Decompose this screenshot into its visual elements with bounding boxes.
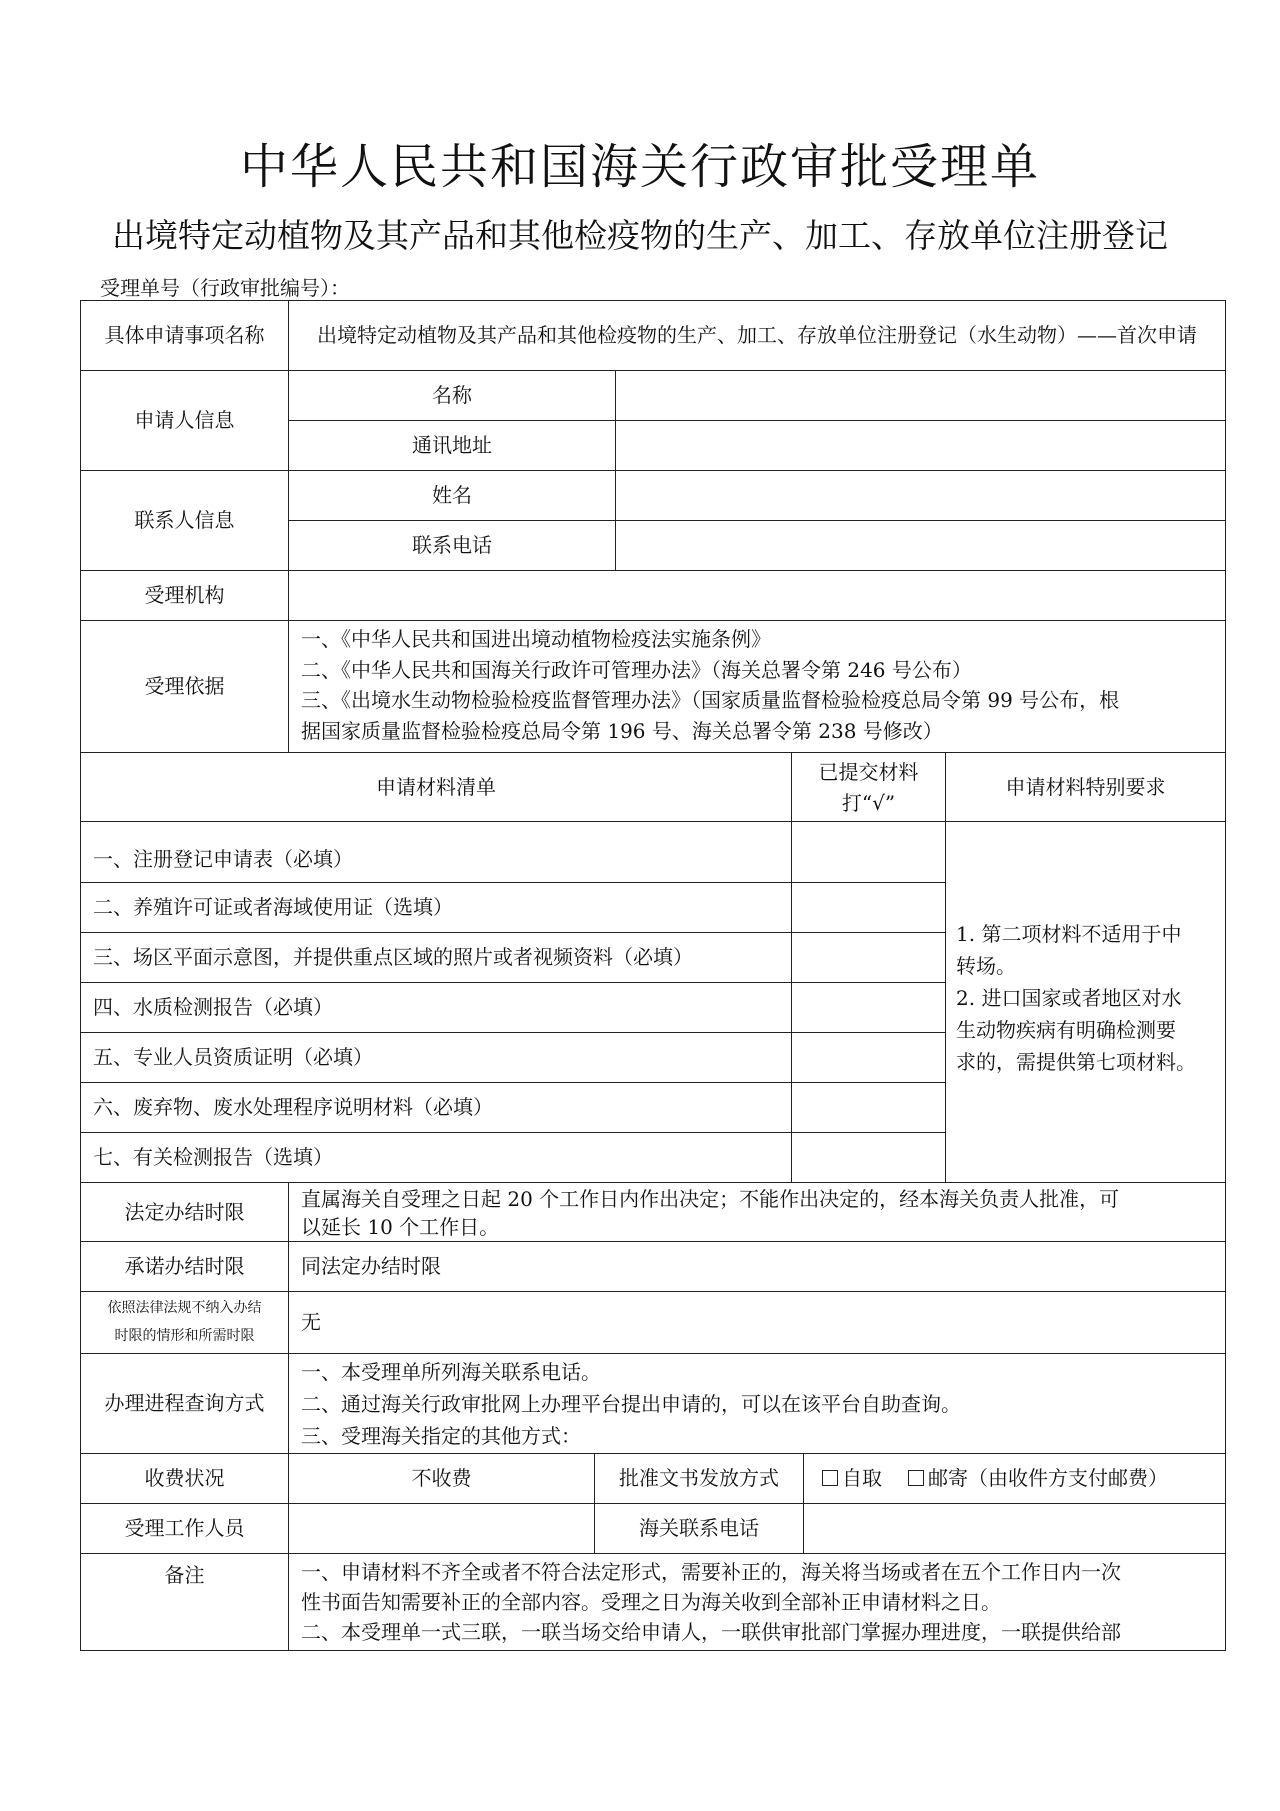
- progress-line: 三、受理海关指定的其他方式：: [301, 1424, 581, 1448]
- submitted-header-line: 已提交材料: [818, 760, 919, 784]
- applicant-address-field[interactable]: [615, 420, 1226, 471]
- delivery-method-label: 批准文书发放方式: [594, 1453, 804, 1504]
- statutory-line: 直属海关自受理之日起 20 个工作日内作出决定；不能作出决定的，经本海关负责人批准，可: [301, 1187, 1120, 1211]
- material-item-4: 四、水质检测报告（必填）: [80, 982, 792, 1033]
- material-checkbox-1[interactable]: [791, 821, 946, 883]
- progress-query-label: 办理进程查询方式: [80, 1353, 289, 1454]
- material-checkbox-5[interactable]: [791, 1032, 946, 1083]
- promised-deadline-value: 同法定办结时限: [288, 1241, 1226, 1292]
- applicant-info-label: 申请人信息: [80, 370, 289, 471]
- item-name-value: 出境特定动植物及其产品和其他检疫物的生产、加工、存放单位注册登记（水生动物）——首次申请: [288, 300, 1226, 371]
- remarks-line: 二、本受理单一式三联，一联当场交给申请人，一联供审批部门掌握办理进度，一联提供给部: [301, 1620, 1121, 1644]
- statutory-deadline-label: 法定办结时限: [80, 1182, 289, 1242]
- requirement-line: 生动物疾病有明确检测要: [956, 1018, 1176, 1042]
- material-item-7: 七、有关检测报告（选填）: [80, 1132, 792, 1183]
- statutory-deadline-text: [288, 1182, 1226, 1242]
- self-pickup-option[interactable]: [822, 1463, 882, 1494]
- basis-text: [288, 620, 1226, 753]
- contact-info-label: 联系人信息: [80, 470, 289, 571]
- contact-phone-field[interactable]: [615, 520, 1226, 571]
- contact-phone-label: 联系电话: [288, 520, 616, 571]
- requirement-line: 2. 进口国家或者地区对水: [956, 986, 1182, 1010]
- staff-field[interactable]: [288, 1503, 595, 1554]
- delivery-options: [803, 1453, 1226, 1504]
- material-checkbox-4[interactable]: [791, 982, 946, 1033]
- applicant-name-field[interactable]: [615, 370, 1226, 421]
- excluded-time-label: [80, 1291, 289, 1354]
- applicant-address-label: 通讯地址: [288, 420, 616, 471]
- requirement-line: 1. 第二项材料不适用于中: [956, 922, 1182, 946]
- material-item-6: 六、废弃物、废水处理程序说明材料（必填）: [80, 1082, 792, 1133]
- staff-label: 受理工作人员: [80, 1503, 289, 1554]
- mail-label: 邮寄（由收件方支付邮费）: [928, 1466, 1168, 1490]
- progress-line: 二、通过海关行政审批网上办理平台提出申请的，可以在该平台自助查询。: [301, 1392, 961, 1416]
- statutory-line: 以延长 10 个工作日。: [301, 1215, 500, 1239]
- remarks-line: 一、申请材料不齐全或者不符合法定形式，需要补正的，海关将当场或者在五个工作日内一次: [301, 1560, 1121, 1584]
- contact-name-field[interactable]: [615, 470, 1226, 521]
- requirements-text: [945, 821, 1226, 1183]
- agency-label: 受理机构: [80, 570, 289, 621]
- page-title: 中华人民共和国海关行政审批受理单: [239, 139, 1040, 195]
- contact-name-label: 姓名: [288, 470, 616, 521]
- material-checkbox-7[interactable]: [791, 1132, 946, 1183]
- mail-option[interactable]: [908, 1463, 1168, 1494]
- progress-line: 一、本受理单所列海关联系电话。: [301, 1360, 601, 1384]
- basis-line: 一、《中华人民共和国进出境动植物检疫法实施条例》: [301, 627, 771, 651]
- requirement-line: 求的，需提供第七项材料。: [956, 1050, 1196, 1074]
- applicant-name-label: 名称: [288, 370, 616, 421]
- excluded-time-value: 无: [288, 1291, 1226, 1354]
- customs-phone-field[interactable]: [803, 1503, 1226, 1554]
- basis-line: 二、《中华人民共和国海关行政许可管理办法》（海关总署令第 246 号公布）: [301, 657, 972, 682]
- self-pickup-label: 自取: [842, 1466, 882, 1490]
- material-checkbox-3[interactable]: [791, 932, 946, 983]
- basis-line: 三、《出境水生动物检验检疫监督管理办法》（国家质量监督检验检疫总局令第 99 号公布，根: [301, 688, 1120, 713]
- requirements-header: 申请材料特别要求: [945, 752, 1226, 822]
- requirement-line: 转场。: [956, 954, 1016, 978]
- excluded-label-line: 时限的情形和所需时限: [114, 1328, 255, 1344]
- remarks-label: 备注: [80, 1553, 289, 1651]
- submitted-header-line: 打“√”: [841, 791, 896, 815]
- progress-query-text: [288, 1353, 1226, 1454]
- checkbox-icon: [908, 1470, 924, 1486]
- material-item-2: 二、养殖许可证或者海域使用证（选填）: [80, 882, 792, 933]
- fees-label: 收费状况: [80, 1453, 289, 1504]
- material-checkbox-6[interactable]: [791, 1082, 946, 1133]
- remarks-text: [288, 1553, 1226, 1651]
- fees-value: 不收费: [288, 1453, 595, 1504]
- checkbox-icon: [822, 1470, 838, 1486]
- basis-line: 据国家质量监督检验检疫总局令第 196 号、海关总署令第 238 号修改）: [301, 718, 943, 743]
- submitted-header: [791, 752, 946, 822]
- item-name-label: 具体申请事项名称: [80, 300, 289, 371]
- material-item-5: 五、专业人员资质证明（必填）: [80, 1032, 792, 1083]
- material-item-1: 一、注册登记申请表（必填）: [80, 821, 792, 883]
- remarks-line: 性书面告知需要补正的全部内容。受理之日为海关收到全部补正申请材料之日。: [301, 1590, 1001, 1614]
- material-checkbox-2[interactable]: [791, 882, 946, 933]
- excluded-label-line: 依照法律法规不纳入办结: [107, 1300, 262, 1316]
- material-item-3: 三、场区平面示意图，并提供重点区域的照片或者视频资料（必填）: [80, 932, 792, 983]
- basis-label: 受理依据: [80, 620, 289, 753]
- agency-field[interactable]: [288, 570, 1226, 621]
- page-subtitle: 出境特定动植物及其产品和其他检疫物的生产、加工、存放单位注册登记: [112, 216, 1168, 255]
- receipt-number-label: 受理单号（行政审批编号）：: [100, 276, 350, 300]
- materials-list-header: 申请材料清单: [80, 752, 792, 822]
- customs-phone-label: 海关联系电话: [594, 1503, 804, 1554]
- promised-deadline-label: 承诺办结时限: [80, 1241, 289, 1292]
